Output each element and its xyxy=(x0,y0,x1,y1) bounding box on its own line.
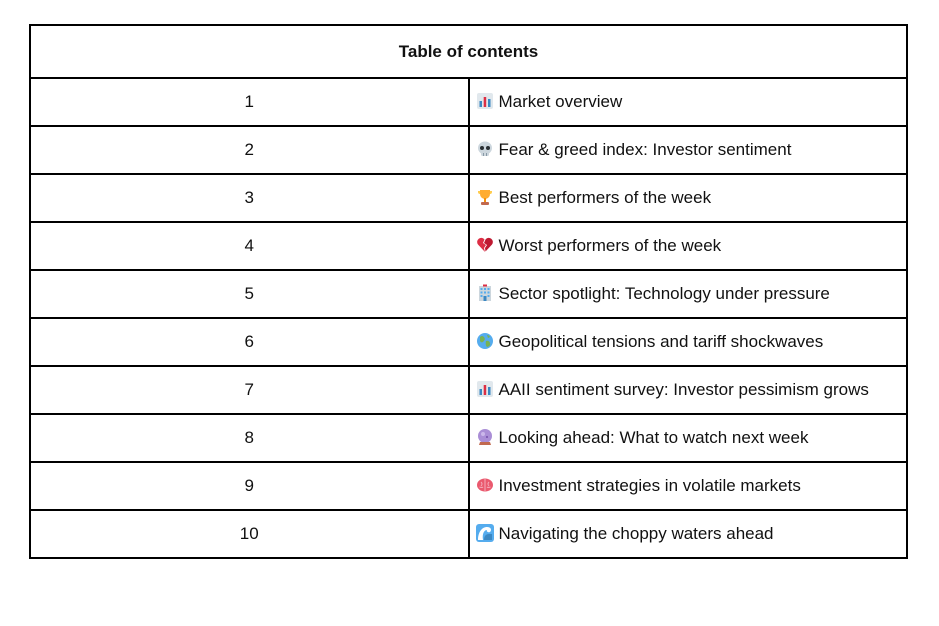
table-of-contents xyxy=(29,24,908,559)
broken-heart-icon xyxy=(476,236,494,254)
row-title: Worst performers of the week xyxy=(498,236,722,255)
row-title-cell[interactable] xyxy=(469,78,908,126)
brain-icon xyxy=(476,476,494,494)
row-title: Looking ahead: What to watch next week xyxy=(498,428,809,447)
row-number: 6 xyxy=(30,318,469,366)
row-title-cell[interactable] xyxy=(469,414,908,462)
row-title: Geopolitical tensions and tariff shockwaves xyxy=(498,332,824,351)
row-number: 8 xyxy=(30,414,469,462)
table-row xyxy=(30,510,907,558)
row-title: Investment strategies in volatile markets xyxy=(498,476,801,495)
row-number: 7 xyxy=(30,366,469,414)
table-header-row xyxy=(30,25,907,78)
skull-icon xyxy=(476,140,494,158)
row-number: 5 xyxy=(30,270,469,318)
office-building-icon xyxy=(476,284,494,302)
table-row xyxy=(30,222,907,270)
globe-icon xyxy=(476,332,494,350)
table-row xyxy=(30,126,907,174)
row-title: Best performers of the week xyxy=(498,188,712,207)
row-title: Fear & greed index: Investor sentiment xyxy=(498,140,792,159)
table-title: Table of contents xyxy=(30,25,907,78)
table-row xyxy=(30,462,907,510)
row-title-cell[interactable] xyxy=(469,270,908,318)
row-title-cell[interactable] xyxy=(469,366,908,414)
row-title: Sector spotlight: Technology under pressure xyxy=(498,284,830,303)
crystal-ball-icon xyxy=(476,428,494,446)
row-title-cell[interactable] xyxy=(469,462,908,510)
row-title-cell[interactable] xyxy=(469,222,908,270)
bar-chart-icon xyxy=(476,92,494,110)
row-number: 9 xyxy=(30,462,469,510)
row-title-cell[interactable] xyxy=(469,318,908,366)
wave-icon xyxy=(476,524,494,542)
row-title: AAII sentiment survey: Investor pessimism grows xyxy=(498,380,869,399)
row-title: Market overview xyxy=(498,92,623,111)
row-number: 1 xyxy=(30,78,469,126)
row-number: 4 xyxy=(30,222,469,270)
table-row xyxy=(30,78,907,126)
bar-chart-icon xyxy=(476,380,494,398)
row-title-cell[interactable] xyxy=(469,126,908,174)
row-number: 10 xyxy=(30,510,469,558)
row-title: Navigating the choppy waters ahead xyxy=(498,524,774,543)
table-row xyxy=(30,174,907,222)
row-number: 2 xyxy=(30,126,469,174)
row-title-cell[interactable] xyxy=(469,510,908,558)
table-row xyxy=(30,366,907,414)
row-number: 3 xyxy=(30,174,469,222)
table-row xyxy=(30,414,907,462)
table-row xyxy=(30,270,907,318)
row-title-cell[interactable] xyxy=(469,174,908,222)
trophy-icon xyxy=(476,188,494,206)
table-row xyxy=(30,318,907,366)
